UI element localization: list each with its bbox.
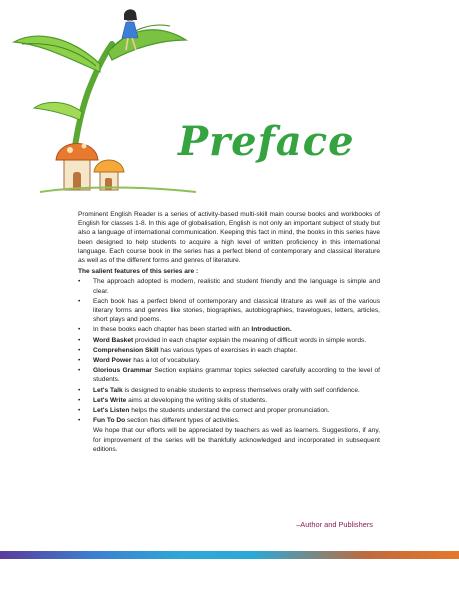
list-item: • Glorious Grammar Section explains grammar topics selected carefully according to the level of students. bbox=[78, 366, 380, 384]
list-item: • Fun To Do section has different types of activities. bbox=[78, 416, 380, 425]
signature: –Author and Publishers bbox=[296, 520, 373, 529]
preface-body bbox=[78, 210, 380, 454]
list-item: • Comprehension Skill has various types of exercises in each chapter. bbox=[78, 346, 380, 355]
list-item: • Let's Talk is designed to enable students to express themselves orally with self confidence. bbox=[78, 386, 380, 395]
decorative-gradient-bar bbox=[0, 551, 459, 559]
plant-illustration bbox=[0, 0, 200, 200]
mushroom-house-icon bbox=[40, 144, 196, 193]
list-item: • In these books each chapter has been started with an Introduction. bbox=[78, 325, 380, 334]
page-title: Preface bbox=[178, 118, 355, 165]
list-item: • Let's Listen helps the students understand the correct and proper pronunciation. bbox=[78, 406, 380, 415]
features-heading: The salient features of this series are : bbox=[78, 268, 199, 276]
features-list bbox=[78, 277, 380, 425]
list-item: • The approach adopted is modern, realistic and student friendly and the language is simple and clear. bbox=[78, 277, 380, 295]
intro-paragraph: Prominent English Reader is a series of activity-based multi-skill main course books and workbooks of English for classes 1-8. In this age of globalisation, English is not only an important subject of study but also a language of international communication. Keeping this fact in mind, the books in this series have been designed to help students to acquire a high level of written proficiency in this international language. Each course book in the series has a perfect blend of contemporary and classical literature as well as of the different forms and genres of literature. bbox=[78, 211, 380, 265]
list-item: • Word Power has a lot of vocabulary. bbox=[78, 356, 380, 365]
plant-leaf-icon bbox=[14, 25, 186, 72]
closing-paragraph: We hope that our efforts will be appreciated by teachers as well as learners. Suggestions, if any, for improvement of the series will be thankfully acknowledged and incorporated in subsequent editions. bbox=[93, 427, 380, 453]
list-item: • Let's Write aims at developing the writing skills of students. bbox=[78, 396, 380, 405]
list-item: • Word Basket provided in each chapter explain the meaning of difficult words in simple words. bbox=[78, 336, 380, 345]
list-item: • Each book has a perfect blend of contemporary and classical litrature as well as of the various literary forms and genres like stories, biographies, autobiographies, travelogues, letters, articles, short plays and poems. bbox=[78, 297, 380, 325]
